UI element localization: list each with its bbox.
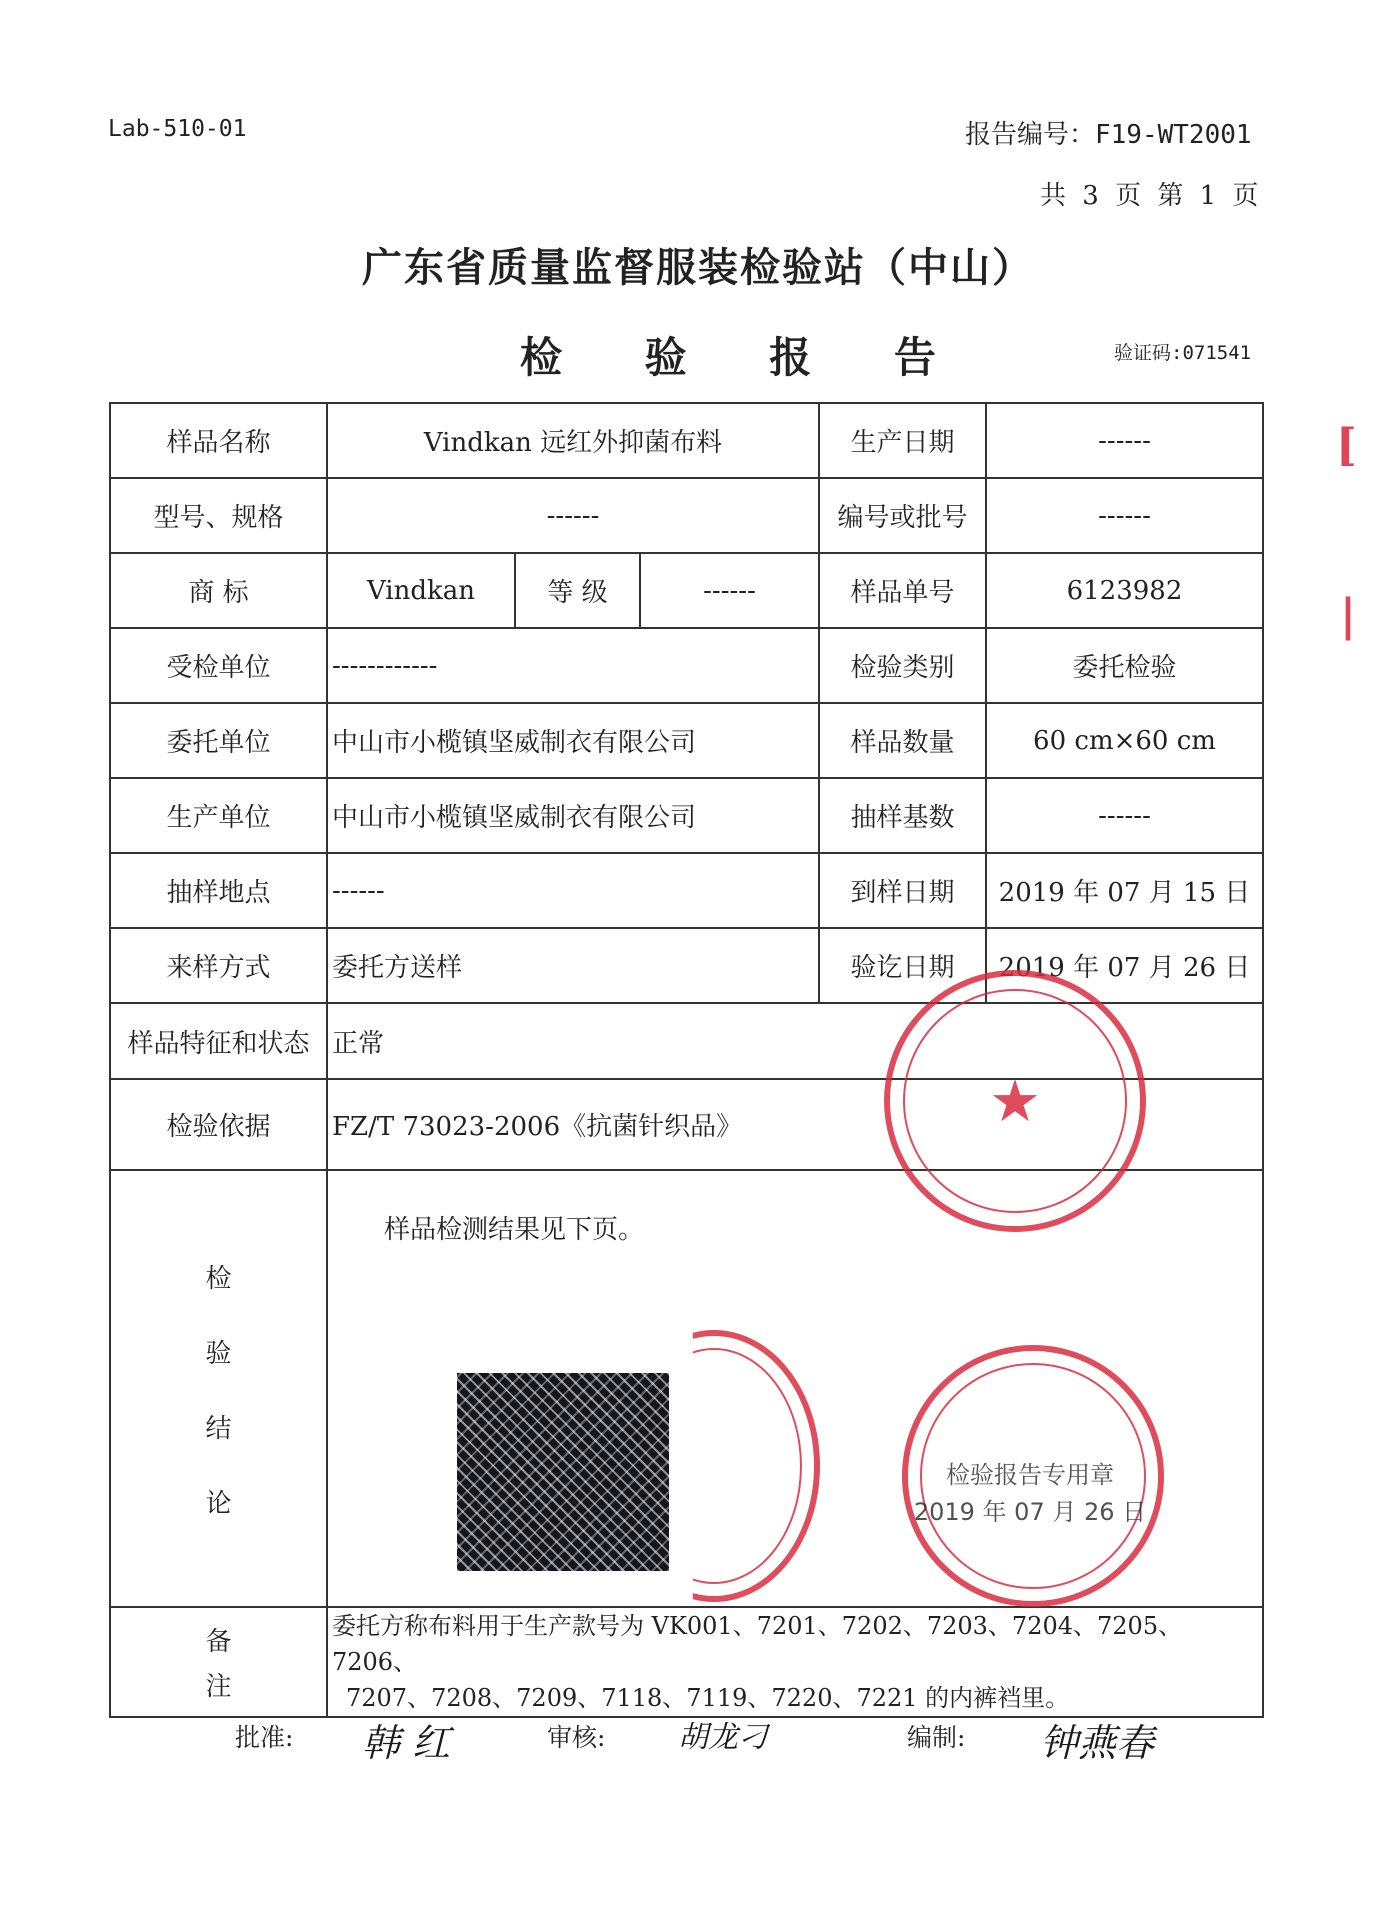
value-finish-date: 2019 年 07 月 26 日 xyxy=(986,928,1263,1003)
table-row xyxy=(110,703,1263,778)
table-row xyxy=(110,853,1263,928)
approve-signature: 韩 红 xyxy=(362,1721,451,1765)
label-remark xyxy=(110,1607,327,1717)
value-arrival-date: 2019 年 07 月 15 日 xyxy=(986,853,1263,928)
label-basis: 检验依据 xyxy=(110,1079,327,1170)
label-sampling-base: 抽样基数 xyxy=(819,778,986,853)
fabric-sample-image xyxy=(457,1373,669,1571)
organization-title: 广东省质量监督服装检验站（中山） xyxy=(362,245,1034,291)
label-sampling-place: 抽样地点 xyxy=(110,853,327,928)
value-model: ------ xyxy=(327,478,819,553)
label-grade: 等 级 xyxy=(515,553,640,628)
remark-char: 备 xyxy=(205,1627,232,1657)
label-production-date: 生产日期 xyxy=(819,403,986,478)
label-category: 检验类别 xyxy=(819,628,986,703)
label-sample-no: 样品单号 xyxy=(819,553,986,628)
verification-code: 验证码:071541 xyxy=(1114,342,1252,364)
form-code: Lab-510-01 xyxy=(108,116,247,142)
conclusion-char: 验 xyxy=(205,1338,232,1369)
value-brand: Vindkan xyxy=(327,553,515,628)
conclusion-char: 论 xyxy=(205,1488,232,1519)
compile-label: 编制: xyxy=(907,1723,966,1752)
label-model: 型号、规格 xyxy=(110,478,327,553)
label-client: 委托单位 xyxy=(110,703,327,778)
page-info: 共 3 页 第 1 页 xyxy=(1040,181,1263,211)
conclusion-char: 结 xyxy=(205,1413,232,1444)
label-arrival-date: 到样日期 xyxy=(819,853,986,928)
label-sample-name: 样品名称 xyxy=(110,403,327,478)
label-brand: 商 标 xyxy=(110,553,327,628)
edge-stamp-fragment: | xyxy=(1340,590,1357,641)
table-row xyxy=(110,628,1263,703)
conclusion-text: 样品检测结果见下页。 xyxy=(384,1215,645,1245)
value-producer: 中山市小榄镇坚威制衣有限公司 xyxy=(327,778,819,853)
compile-signature: 钟燕春 xyxy=(1040,1721,1155,1765)
value-basis: FZ/T 73023-2006《抗菌针织品》 xyxy=(327,1079,1263,1170)
label-finish-date: 验讫日期 xyxy=(819,928,986,1003)
table-row xyxy=(110,778,1263,853)
value-sample-no: 6123982 xyxy=(986,553,1263,628)
edge-stamp-fragment: [ xyxy=(1336,420,1357,471)
value-client: 中山市小榄镇坚威制衣有限公司 xyxy=(327,703,819,778)
document-title: 检 验 报 告 xyxy=(520,333,970,382)
value-category: 委托检验 xyxy=(986,628,1263,703)
label-producer: 生产单位 xyxy=(110,778,327,853)
star-icon: ★ xyxy=(989,1067,1041,1135)
stamp-label: 检验报告专用章 xyxy=(946,1461,1114,1489)
table-row xyxy=(110,478,1263,553)
report-number: 报告编号：F19-WT2001 xyxy=(965,120,1252,150)
remark-line: 7207、7208、7209、7118、7119、7220、7221 的内裤裆里。 xyxy=(346,1684,1070,1712)
table-row xyxy=(110,553,1263,628)
value-grade: ------ xyxy=(640,553,819,628)
label-batch: 编号或批号 xyxy=(819,478,986,553)
table-row xyxy=(110,928,1263,1003)
value-sample-state: 正常 xyxy=(327,1003,1263,1079)
label-quantity: 样品数量 xyxy=(819,703,986,778)
company-seal-stamp xyxy=(884,970,1146,1232)
approve-label: 批准: xyxy=(235,1723,294,1752)
value-sampling-base: ------ xyxy=(986,778,1263,853)
conclusion-char: 检 xyxy=(205,1263,232,1294)
value-sample-name: Vindkan 远红外抑菌布料 xyxy=(327,403,819,478)
remark-line: 委托方称布料用于生产款号为 VK001、7201、7202、7203、7204、7205、7206、 xyxy=(332,1612,1183,1676)
value-delivery-method: 委托方送样 xyxy=(327,928,819,1003)
label-inspected-unit: 受检单位 xyxy=(110,628,327,703)
stamp-date: 2019 年 07 月 26 日 xyxy=(913,1498,1147,1526)
label-sample-state: 样品特征和状态 xyxy=(110,1003,327,1079)
remark-char: 注 xyxy=(205,1672,232,1702)
value-batch: ------ xyxy=(986,478,1263,553)
label-conclusion xyxy=(110,1170,327,1607)
review-label: 审核: xyxy=(547,1723,606,1752)
table-row xyxy=(110,403,1263,478)
review-signature: 胡龙刁 xyxy=(678,1720,768,1755)
value-production-date: ------ xyxy=(986,403,1263,478)
value-inspected-unit: ------------ xyxy=(327,628,819,703)
value-sampling-place: ------ xyxy=(327,853,819,928)
remark-cell xyxy=(327,1607,1263,1717)
table-row xyxy=(110,1607,1263,1717)
value-quantity: 60 cm×60 cm xyxy=(986,703,1263,778)
label-delivery-method: 来样方式 xyxy=(110,928,327,1003)
